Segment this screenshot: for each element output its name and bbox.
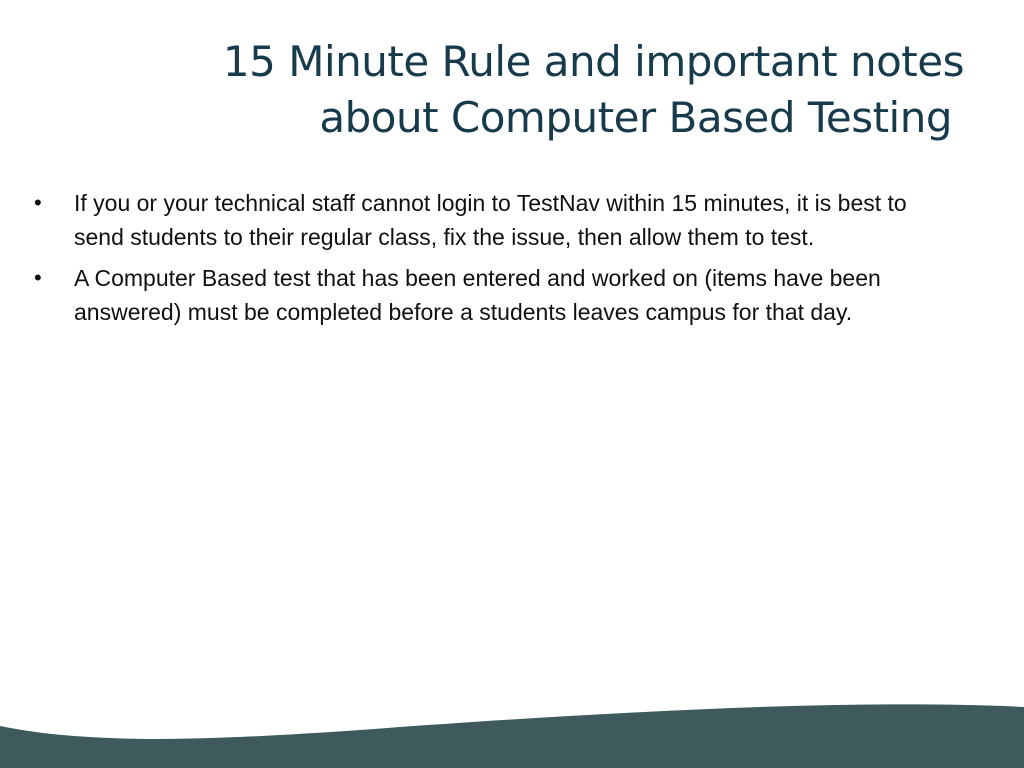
- footer-wave-shape: [0, 704, 1024, 768]
- slide-title-line-2: about Computer Based Testing: [319, 93, 952, 142]
- footer-wave: [0, 688, 1024, 768]
- bullet-item-login: [32, 186, 962, 254]
- bullet-list: [32, 186, 962, 336]
- bullet-icon: •: [34, 190, 42, 215]
- bullet-text-completion: A Computer Based test that has been entered and worked on (items have been answered) must be completed before a students leaves campus for that day.: [74, 265, 881, 325]
- bullet-item-completion: [32, 261, 962, 329]
- bullet-text-login: If you or your technical staff cannot login to TestNav within 15 minutes, it is best to send students to their regular class, fix the issue, then allow them to test.: [74, 190, 907, 250]
- slide-title-line-1: 15 Minute Rule and important notes: [222, 37, 964, 86]
- slide-title: [60, 34, 964, 146]
- bullet-icon: •: [34, 265, 42, 290]
